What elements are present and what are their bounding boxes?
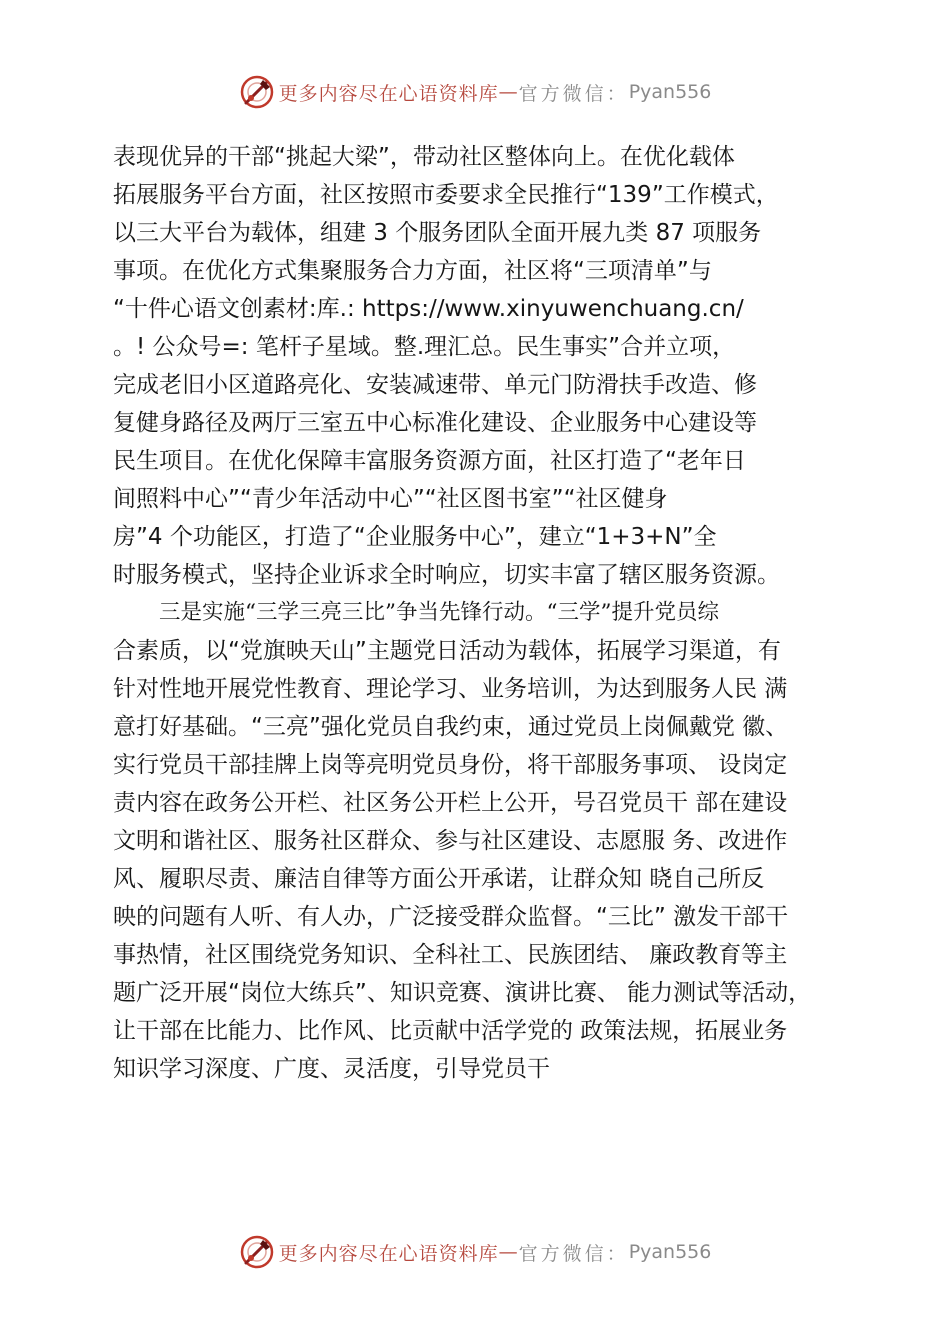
banner-separator: — (498, 81, 519, 103)
text-line: 文明和谐社区、服务社区群众、参与社区建设、志愿服 务、改进作 (113, 828, 788, 854)
text-line: 复健身路径及两厅三室五中心标准化建设、企业服务中心建设等 (113, 410, 757, 436)
text-line: 民生项目。在优化保障丰富服务资源方面，社区打造了“老年日 (113, 448, 746, 474)
footer-banner (0, 1230, 950, 1274)
document-body (113, 138, 843, 1088)
text-line: 房”4 个功能区，打造了“企业服务中心”，建立“1+3+N”全 (113, 524, 717, 550)
text-line: 三是实施“三学三亮三比”争当先锋行动。“三学”提升党员综 (159, 600, 719, 625)
banner-main-text: 更多内容尽在心语资料库 (278, 1242, 499, 1265)
banner-wechat-label: 官方微信： (518, 1242, 629, 1265)
banner-main-text: 更多内容尽在心语资料库 (278, 82, 499, 105)
text-line: 。! 公众号=: 笔杆子星域。整.理汇总。民生事实”合并立项， (113, 334, 736, 360)
text-line: 责内容在政务公开栏、社区务公开栏上公开，号召党员干 部在建设 (113, 790, 788, 816)
brush-logo-icon (239, 1234, 275, 1270)
banner-wechat-label: 官方微信： (518, 82, 629, 105)
banner-separator: — (498, 1241, 519, 1263)
text-line: 表现优异的干部“挑起大梁”，带动社区整体向上。在优化载体 (113, 144, 735, 170)
text-line: 题广泛开展“岗位大练兵”、知识竞赛、演讲比赛、 能力测试等活动， (113, 980, 812, 1006)
text-line: 合素质，以“党旗映天山”主题党日活动为载体，拓展学习渠道，有 (113, 638, 781, 664)
text-line: 风、履职尽责、廉洁自律等方面公开承诺，让群众知 晓自己所反 (113, 866, 765, 892)
brush-logo-icon (239, 74, 275, 110)
header-banner (0, 70, 950, 114)
text-line: 知识学习深度、广度、灵活度，引导党员干 (113, 1056, 550, 1082)
text-line: 实行党员干部挂牌上岗等亮明党员身份，将干部服务事项、 设岗定 (113, 752, 788, 778)
text-line: 映的问题有人听、有人办，广泛接受群众监督。“三比” 激发干部干 (113, 904, 789, 930)
text-line: 间照料中心”“青少年活动中心”“社区图书室”“社区健身 (113, 486, 668, 512)
banner-wechat-id: Pyan556 (628, 81, 712, 103)
text-line: 意打好基础。“三亮”强化党员自我约束，通过党员上岗佩戴党 徽、 (113, 714, 789, 740)
text-line: 拓展服务平台方面，社区按照市委要求全民推行“139”工作模式， (113, 182, 779, 208)
text-line: 事热情，社区围绕党务知识、全科社工、民族团结、 廉政教育等主 (113, 942, 788, 968)
text-line: 让干部在比能力、比作风、比贡献中活学党的 政策法规，拓展业务 (113, 1018, 788, 1044)
text-line: 事项。在优化方式集聚服务合力方面，社区将“三项清单”与 (113, 258, 712, 284)
banner-wechat-id: Pyan556 (628, 1241, 712, 1263)
text-line: 完成老旧小区道路亮化、安装减速带、单元门防滑扶手改造、修 (113, 372, 757, 398)
text-line: 时服务模式，坚持企业诉求全时响应，切实丰富了辖区服务资源。 (113, 562, 780, 588)
text-line: “十件心语文创素材:库.: https://www.xinyuwenchuang.cn/ (113, 296, 744, 322)
text-line: 针对性地开展党性教育、理论学习、业务培训，为达到服务人民 满 (113, 676, 788, 702)
text-line: 以三大平台为载体，组建 3 个服务团队全面开展九类 87 项服务 (113, 220, 762, 246)
